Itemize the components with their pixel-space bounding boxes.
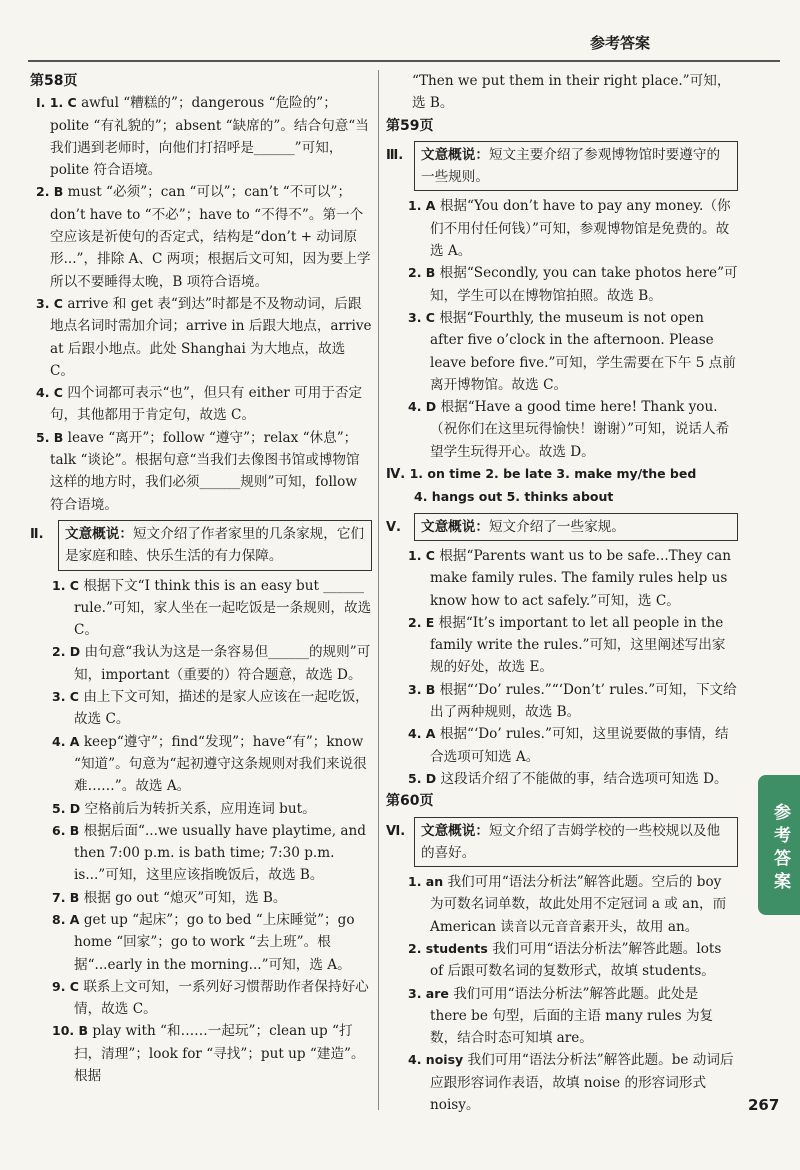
answer-item bbox=[386, 612, 738, 679]
answer-explanation: 联系上文可知，一系列好习惯帮助作者保持好心情，故选 C。 bbox=[74, 978, 369, 1018]
answer-item bbox=[30, 731, 372, 798]
answer-explanation: get up “起床”；go to bed “上床睡觉”；go home “回家”；go to work “去上班”。根据“...early in the morning...”可知，选 A。 bbox=[74, 911, 355, 973]
answer-item bbox=[30, 181, 372, 292]
section-4-answers-2: 4. hangs out 5. thinks about bbox=[414, 489, 614, 505]
answer-item bbox=[30, 820, 372, 887]
answer-number: 1. an bbox=[408, 874, 444, 890]
answer-number: 1. C bbox=[52, 577, 79, 593]
answer-number: 6. B bbox=[52, 822, 80, 838]
summary-label: 文意概说： bbox=[421, 822, 489, 839]
answer-number: 5. D bbox=[408, 770, 437, 786]
answer-explanation: play with “和……一起玩”；clean up “打扫，清理”；look for “寻找”；put up “建造”。根据 bbox=[74, 1023, 365, 1085]
column-divider bbox=[378, 70, 379, 1110]
header-title: 参考答案 bbox=[589, 34, 650, 52]
answer-number: 3. B bbox=[408, 681, 436, 697]
summary-label: 文意概说： bbox=[65, 525, 133, 542]
answer-explanation: 这段话介绍了不能做的事，结合选项可知选 D。 bbox=[440, 770, 728, 787]
answer-item bbox=[30, 887, 372, 909]
answer-item bbox=[386, 679, 738, 724]
section-4-line-1 bbox=[386, 463, 738, 486]
section-3-numeral: Ⅲ. bbox=[386, 147, 404, 163]
section-6-header bbox=[386, 817, 738, 868]
page-number: 267 bbox=[748, 1096, 780, 1114]
continuation-text: “Then we put them in their right place.”可知，选 B。 bbox=[412, 73, 731, 112]
answer-explanation: 由上下文可知，描述的是家人应该在一起吃饭，故选 C。 bbox=[74, 689, 369, 728]
answer-item bbox=[30, 382, 372, 427]
answer-explanation: 根据“You don’t have to pay any money.（你们不用付任何钱）”可知，参观博物馆是免费的。故选 A。 bbox=[430, 198, 731, 260]
answer-item bbox=[386, 983, 738, 1050]
side-tab: 参考答案 bbox=[758, 775, 800, 915]
answer-explanation: leave “离开”；follow “遵守”；relax “休息”；talk “谈论”。根据句意“当我们去像图书馆或博物馆这样的地方时，我们必须______规则”可知，follow 符合语境。 bbox=[50, 429, 360, 513]
answer-item bbox=[386, 195, 738, 262]
answer-number: 4. C bbox=[36, 385, 63, 401]
summary-text: 短文介绍了作者家里的几条家规，它们是家庭和睦、快乐生活的有力保障。 bbox=[65, 525, 365, 565]
answer-item bbox=[386, 307, 738, 396]
header-rule bbox=[28, 60, 780, 62]
summary-text: 短文主要介绍了参观博物馆时要遵守的一些规则。 bbox=[421, 146, 721, 186]
answer-number: 3. C bbox=[36, 295, 63, 311]
answer-explanation: 我们可用“语法分析法”解答此题。lots of 后跟可数名词的复数形式，故填 students。 bbox=[430, 940, 722, 980]
answer-explanation: 我们可用“语法分析法”解答此题。be 动词后应跟形容词作表语，故填 noise 的形容词形式 noisy。 bbox=[430, 1052, 734, 1114]
answer-explanation: 根据“Have a good time here! Thank you.（祝你们在这里玩得愉快！谢谢）”可知，说话人希望学生玩得开心。故选 D。 bbox=[430, 399, 730, 460]
answer-explanation: 根据“It’s important to let all people in the family write the rules.”可知，这里阐述写出家规的好处，故选 E。 bbox=[430, 614, 726, 676]
answer-explanation: must “必须”；can “可以”；can’t “不可以”；don’t have to “不必”；have to “不得不”。第一个空应该是祈使句的否定式，结构是“don’t + 动词原形...”，排除 A、C 两项；根据后文可知，因为要上学所以不要睡得太晚，B 项符合语境。 bbox=[50, 184, 371, 290]
section-4-numeral: Ⅳ. bbox=[386, 467, 406, 483]
answer-explanation: keep“遵守”；find“发现”；have“有”；know “知道”。句意为“起初遵守这条规则对我们来说很难……”。故选 A。 bbox=[74, 733, 367, 795]
answer-explanation: 四个词都可表示“也”，但只有 either 可用于否定句，其他都用于肯定句，故选 C。 bbox=[50, 385, 363, 424]
answer-item bbox=[386, 262, 738, 307]
summary-box-3 bbox=[414, 141, 738, 192]
answer-number: 3. C bbox=[52, 689, 79, 705]
answer-number: 4. A bbox=[408, 726, 436, 742]
answer-item bbox=[30, 427, 372, 516]
page-label-58: 第58页 bbox=[30, 73, 78, 89]
answer-number: 3. are bbox=[408, 985, 449, 1001]
answer-item bbox=[30, 976, 372, 1021]
summary-text: 短文介绍了一些家规。 bbox=[488, 518, 625, 535]
page-header bbox=[0, 0, 800, 60]
answer-number: Ⅰ. 1. C bbox=[36, 95, 77, 111]
summary-label: 文意概说： bbox=[421, 518, 489, 535]
answer-number: 8. A bbox=[52, 911, 80, 927]
summary-box-2 bbox=[58, 520, 372, 571]
section-5-header bbox=[386, 513, 738, 541]
answer-number: 2. B bbox=[408, 265, 436, 281]
section-2-header bbox=[30, 520, 372, 571]
answer-number: 2. D bbox=[52, 644, 81, 660]
section-6-numeral: Ⅵ. bbox=[386, 823, 406, 839]
answer-item bbox=[386, 1049, 738, 1116]
page-label-59: 第59页 bbox=[386, 117, 434, 134]
page-label-60: 第60页 bbox=[386, 793, 434, 810]
answer-item bbox=[30, 575, 372, 642]
answer-number: 2. E bbox=[408, 614, 435, 630]
answer-item bbox=[30, 641, 372, 686]
answer-explanation: 根据“‘Do’ rules.”“‘Don’t’ rules.”可知，下文给出了两种规则，故选 B。 bbox=[430, 681, 737, 721]
answer-explanation: 根据“‘Do’ rules.”可知，这里说要做的事情，结合选项可知选 A。 bbox=[430, 726, 729, 765]
section-5-numeral: Ⅴ. bbox=[386, 519, 401, 535]
summary-box-6 bbox=[414, 817, 738, 868]
answer-explanation: 根据 go out “熄灭”可知，选 B。 bbox=[83, 889, 287, 906]
left-column bbox=[30, 70, 372, 1087]
answer-explanation: 根据下文“I think this is an easy but ______ rule.”可知，家人坐在一起吃饭是一条规则，故选 C。 bbox=[74, 577, 372, 639]
answer-item bbox=[386, 545, 738, 612]
answer-number: 4. noisy bbox=[408, 1052, 464, 1068]
answer-item bbox=[386, 768, 738, 790]
answer-item bbox=[30, 686, 372, 731]
answer-item bbox=[30, 92, 372, 181]
answer-item bbox=[386, 723, 738, 768]
summary-box-5 bbox=[414, 513, 738, 541]
answer-number: 2. B bbox=[36, 184, 64, 200]
right-column bbox=[386, 70, 738, 1116]
answer-explanation: 根据“Fourthly, the museum is not open after five o’clock in the afternoon. Please leave before five.”可知，学生需要在下午 5 点前离开博物馆。故选 C。 bbox=[430, 309, 736, 393]
section-3-header bbox=[386, 141, 738, 192]
answer-explanation: 我们可用“语法分析法”解答此题。此处是 there be 句型，后面的主语 many rules 为复数，结合时态可知填 are。 bbox=[430, 985, 714, 1047]
answer-explanation: 根据“Parents want us to be safe...They can make family rules. The family rules help us know how to act safely.”可知，选 C。 bbox=[430, 547, 731, 609]
answer-number: 5. B bbox=[36, 429, 64, 445]
answer-number: 3. C bbox=[408, 309, 435, 325]
answer-number: 2. students bbox=[408, 940, 488, 956]
answer-item bbox=[386, 396, 738, 463]
answer-item bbox=[30, 293, 372, 382]
answer-explanation: awful “糟糕的”；dangerous “危险的”；polite “有礼貌的”；absent “缺席的”。结合句意“当我们遇到老师时，向他们打招呼是______”可知，polite 符合语境。 bbox=[50, 95, 369, 179]
answer-item bbox=[386, 938, 738, 983]
section-2-numeral: Ⅱ. bbox=[30, 526, 44, 542]
answer-explanation: 我们可用“语法分析法”解答此题。空后的 boy 为可数名词单数，故此处用不定冠词 a 或 an，而 American 读音以元音音素开头，故用 an。 bbox=[430, 874, 727, 935]
answer-item bbox=[30, 798, 372, 820]
answer-number: 4. D bbox=[408, 399, 437, 415]
summary-text: 短文介绍了吉姆学校的一些校规以及他的喜好。 bbox=[421, 822, 721, 861]
answer-item bbox=[386, 871, 738, 938]
summary-label: 文意概说： bbox=[421, 146, 489, 163]
section-4 bbox=[386, 463, 738, 509]
section-4-answers-1: 1. on time 2. be late 3. make my/the bed bbox=[409, 466, 697, 482]
answer-explanation: 由句意“我认为这是一条容易但______的规则”可知，important（重要的）符合题意，故选 D。 bbox=[74, 644, 371, 683]
answer-number: 9. C bbox=[52, 978, 79, 994]
answer-explanation: 根据后面“...we usually have playtime, and then 7:00 p.m. is bath time; 7:30 p.m. is...”可知，这里应该指晚饭后，故选 B。 bbox=[74, 822, 366, 884]
answer-explanation: 根据“Secondly, you can take photos here”可知，学生可以在博物馆拍照。故选 B。 bbox=[430, 265, 738, 304]
answer-number: 4. A bbox=[52, 733, 80, 749]
answer-number: 1. A bbox=[408, 198, 436, 214]
answer-number: 7. B bbox=[52, 889, 80, 905]
answer-item bbox=[30, 1020, 372, 1087]
answer-explanation: 空格前后为转折关系，应用连词 but。 bbox=[84, 800, 316, 817]
answer-number: 1. C bbox=[408, 547, 435, 563]
answer-explanation: arrive 和 get 表“到达”时都是不及物动词，后跟地点名词时需加介词；arrive in 后跟大地点，arrive at 后跟小地点。此处 Shanghai 为大地点，故选 C。 bbox=[50, 295, 372, 379]
answer-item bbox=[30, 909, 372, 976]
answer-number: 10. B bbox=[52, 1023, 89, 1039]
answer-number: 5. D bbox=[52, 800, 81, 816]
